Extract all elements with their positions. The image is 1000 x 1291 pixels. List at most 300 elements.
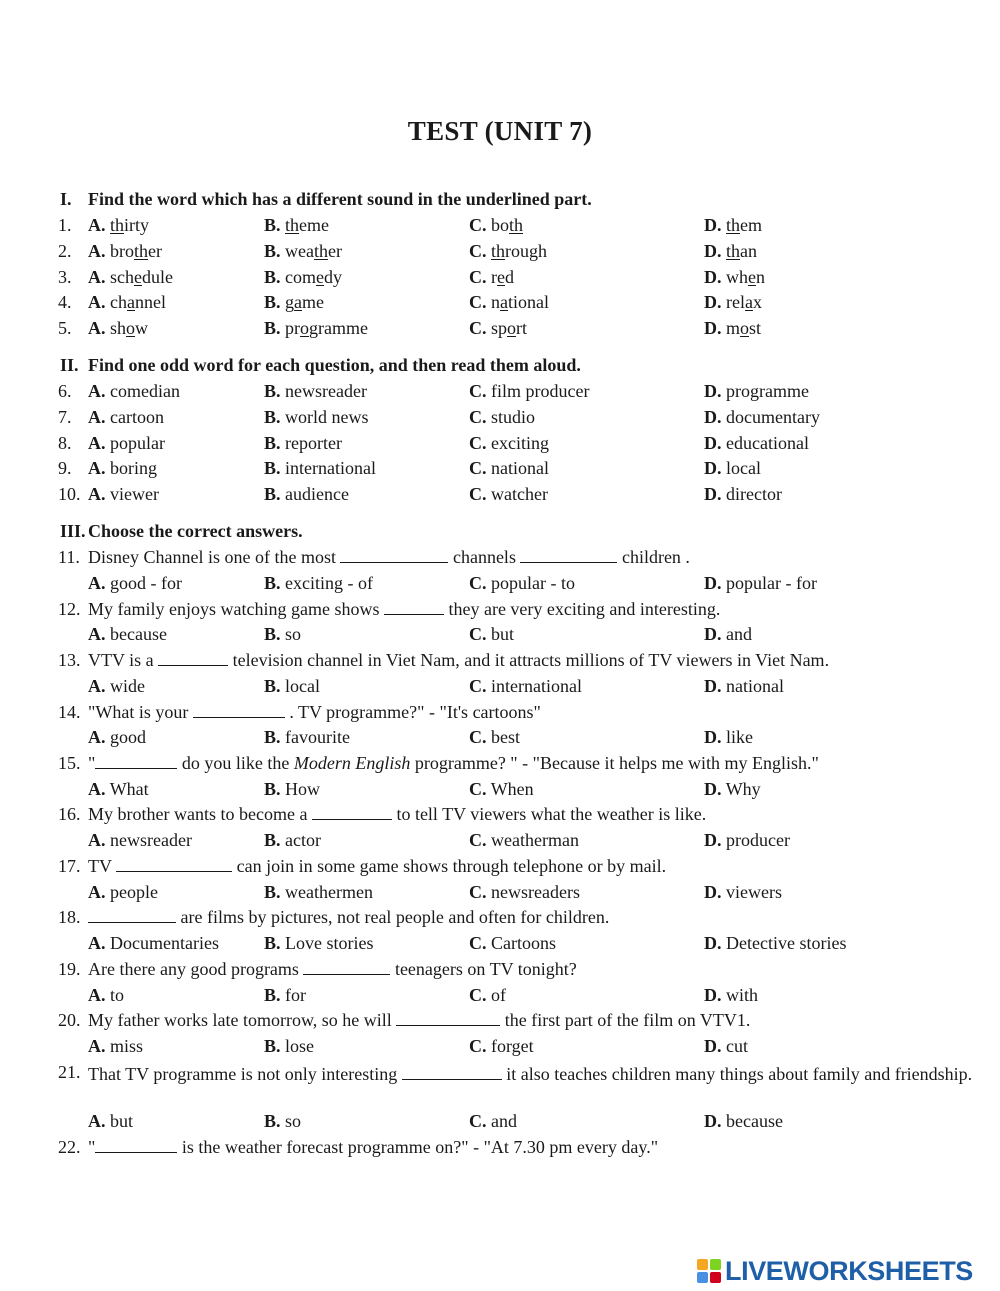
option-b[interactable] <box>264 879 373 905</box>
question-stem <box>88 699 541 725</box>
word-part: sch <box>110 267 134 287</box>
option-text: good <box>110 727 146 747</box>
option-b[interactable] <box>264 1108 301 1134</box>
option-d[interactable] <box>704 879 782 905</box>
option-letter: B. <box>264 882 281 902</box>
option-c[interactable] <box>469 930 556 956</box>
option-letter: B. <box>264 727 281 747</box>
option-letter: D. <box>704 985 722 1005</box>
option-a[interactable] <box>88 238 162 264</box>
option-d[interactable] <box>704 481 782 507</box>
stem-text: can join in some game shows through telephone or by mail. <box>232 856 667 876</box>
word-part: tional <box>508 292 549 312</box>
option-a[interactable] <box>88 1033 143 1059</box>
question-row <box>0 544 1000 570</box>
option-letter: B. <box>264 1036 281 1056</box>
option-c[interactable] <box>469 776 534 802</box>
answer-blank[interactable] <box>402 1061 502 1080</box>
option-letter: A. <box>88 381 106 401</box>
option-b[interactable] <box>264 724 350 750</box>
option-text: wide <box>110 676 145 696</box>
stem-text: teenagers on TV tonight? <box>390 959 577 979</box>
answer-blank[interactable] <box>396 1007 500 1026</box>
stem-text: That TV programme is not only interesting <box>88 1064 402 1084</box>
word-part: bo <box>491 215 509 235</box>
option-letter: B. <box>264 830 281 850</box>
answer-blank[interactable] <box>88 904 176 923</box>
option-letter: A. <box>88 1036 106 1056</box>
section-heading <box>0 352 1000 378</box>
option-letter: A. <box>88 882 106 902</box>
question-row <box>0 801 1000 827</box>
option-letter: C. <box>469 215 487 235</box>
option-b[interactable] <box>264 570 373 596</box>
option-text: local <box>726 458 761 478</box>
option-letter: B. <box>264 573 281 593</box>
logo-tile <box>697 1259 708 1270</box>
option-text: What <box>109 779 149 799</box>
option-d[interactable] <box>704 264 765 290</box>
option-letter: D. <box>704 624 722 644</box>
option-b[interactable] <box>264 776 320 802</box>
option-b[interactable] <box>264 315 368 341</box>
option-a[interactable] <box>88 404 164 430</box>
stem-text: "What is your <box>88 702 193 722</box>
word-part: com <box>285 267 317 287</box>
option-text: international <box>285 458 376 478</box>
option-c[interactable] <box>469 621 514 647</box>
options-row <box>0 315 1000 341</box>
question-number: 12. <box>58 599 81 619</box>
options-row <box>0 481 1000 507</box>
underlined-part: th <box>726 215 741 235</box>
option-d[interactable] <box>704 1033 748 1059</box>
logo-tile <box>710 1259 721 1270</box>
option-b[interactable] <box>264 930 374 956</box>
option-letter: A. <box>88 318 106 338</box>
answer-blank[interactable] <box>95 750 177 769</box>
option-text: cut <box>726 1036 748 1056</box>
option-letter: D. <box>704 1111 722 1131</box>
option-text: viewers <box>726 882 782 902</box>
stem-text: are films by pictures, not real people and often for children. <box>176 907 610 927</box>
option-a[interactable] <box>88 827 192 853</box>
option-text: newsreaders <box>491 882 580 902</box>
option-letter: D. <box>704 433 722 453</box>
option-c[interactable] <box>469 238 547 264</box>
word-part: pr <box>285 318 301 338</box>
option-text: of <box>491 985 506 1005</box>
stem-text: children . <box>617 547 690 567</box>
word-part: m <box>726 318 741 338</box>
option-text: international <box>491 676 582 696</box>
word-part: dy <box>324 267 343 287</box>
underlined-part: th <box>285 215 300 235</box>
answer-blank[interactable] <box>312 801 392 820</box>
section-number: I. <box>60 189 72 209</box>
option-text: documentary <box>726 407 820 427</box>
options-row <box>0 289 1000 315</box>
option-a[interactable] <box>88 264 173 290</box>
option-d[interactable] <box>704 289 762 315</box>
stem-text: programme? " - "Because it helps me with my English." <box>410 753 819 773</box>
word-part: rt <box>516 318 528 338</box>
answer-blank[interactable] <box>95 1134 177 1153</box>
stem-text: is the weather forecast programme on?" - "At 7.30 pm every day." <box>177 1137 659 1157</box>
underlined-part: th <box>134 241 149 261</box>
option-letter: C. <box>469 267 487 287</box>
option-letter: C. <box>469 241 487 261</box>
option-letter: A. <box>88 292 106 312</box>
option-d[interactable] <box>704 315 761 341</box>
option-letter: A. <box>88 624 106 644</box>
option-letter: C. <box>469 292 487 312</box>
underlined-part: a <box>744 292 753 312</box>
question-row <box>0 647 1000 673</box>
option-text: and <box>491 1111 517 1131</box>
option-a[interactable] <box>88 378 180 404</box>
question-number: 20. <box>58 1010 81 1030</box>
option-d[interactable] <box>704 724 753 750</box>
option-b[interactable] <box>264 673 320 699</box>
question-number: 15. <box>58 753 81 773</box>
question-row <box>0 904 1000 930</box>
option-letter: A. <box>88 1111 106 1131</box>
underlined-part: o <box>507 318 517 338</box>
option-a[interactable] <box>88 315 148 341</box>
answer-blank[interactable] <box>193 699 285 718</box>
answer-blank[interactable] <box>116 853 232 872</box>
stem-text: My father works late tomorrow, so he will <box>88 1010 397 1030</box>
option-text: local <box>285 676 320 696</box>
option-b[interactable] <box>264 404 369 430</box>
option-letter: C. <box>469 484 487 504</box>
option-letter: A. <box>88 830 106 850</box>
option-c[interactable] <box>469 212 523 238</box>
option-letter: B. <box>264 241 281 261</box>
option-b[interactable] <box>264 264 342 290</box>
underlined-part: e <box>748 267 756 287</box>
option-text: best <box>491 727 520 747</box>
option-letter: A. <box>88 573 106 593</box>
question-row <box>0 956 1000 982</box>
question-number: 13. <box>58 650 81 670</box>
word-part: em <box>740 215 763 235</box>
option-text: forget <box>491 1036 534 1056</box>
option-text: favourite <box>285 727 350 747</box>
option-d[interactable] <box>704 430 809 456</box>
option-b[interactable] <box>264 212 329 238</box>
question-stem <box>88 1134 658 1160</box>
option-text: reporter <box>285 433 342 453</box>
option-a[interactable] <box>88 455 157 481</box>
option-text: weathermen <box>285 882 373 902</box>
option-letter: A. <box>88 241 106 261</box>
option-text: Why <box>725 779 761 799</box>
option-text: programme <box>726 381 809 401</box>
option-c[interactable] <box>469 1033 534 1059</box>
option-a[interactable] <box>88 430 165 456</box>
option-text: Cartoons <box>491 933 556 953</box>
word-part: er <box>148 241 162 261</box>
option-b[interactable] <box>264 430 342 456</box>
word-part: rough <box>505 241 548 261</box>
option-text: exciting - of <box>285 573 373 593</box>
word-part: d <box>505 267 514 287</box>
option-a[interactable] <box>88 724 146 750</box>
option-text: lose <box>285 1036 315 1056</box>
option-c[interactable] <box>469 315 527 341</box>
logo-tile <box>697 1272 708 1283</box>
option-d[interactable] <box>704 673 784 699</box>
options-row <box>0 455 1000 481</box>
question-number: 19. <box>58 959 81 979</box>
options-row <box>0 673 1000 699</box>
option-c[interactable] <box>469 481 548 507</box>
options-row <box>0 621 1000 647</box>
option-d[interactable] <box>704 827 790 853</box>
option-text: because <box>110 624 167 644</box>
question-number: 4. <box>58 292 72 312</box>
option-d[interactable] <box>704 930 846 956</box>
option-text: national <box>726 676 784 696</box>
option-letter: D. <box>704 292 722 312</box>
question-row <box>0 853 1000 879</box>
option-d[interactable] <box>704 570 817 596</box>
option-d[interactable] <box>704 621 752 647</box>
option-text: weatherman <box>491 830 579 850</box>
option-letter: C. <box>469 381 487 401</box>
option-letter: C. <box>469 1036 487 1056</box>
option-text: Detective stories <box>726 933 847 953</box>
option-a[interactable] <box>88 673 145 699</box>
stem-italic-text: Modern English <box>293 753 411 773</box>
option-text: miss <box>110 1036 144 1056</box>
question-number: 7. <box>58 407 72 427</box>
option-b[interactable] <box>264 621 301 647</box>
option-letter: D. <box>704 484 722 504</box>
option-text: studio <box>491 407 536 427</box>
question-number: 16. <box>58 804 81 824</box>
options-row <box>0 776 1000 802</box>
option-letter: C. <box>469 318 487 338</box>
option-letter: B. <box>264 484 281 504</box>
option-c[interactable] <box>469 1108 517 1134</box>
stem-text: the first part of the film on VTV1. <box>500 1010 751 1030</box>
stem-text: to tell TV viewers what the weather is like. <box>391 804 707 824</box>
option-d[interactable] <box>704 378 809 404</box>
options-row <box>0 827 1000 853</box>
underlined-part: e <box>134 267 142 287</box>
option-a[interactable] <box>88 982 124 1008</box>
options-row <box>0 879 1000 905</box>
underlined-part: th <box>314 241 329 261</box>
option-letter: D. <box>704 215 722 235</box>
option-letter: C. <box>469 727 487 747</box>
option-letter: B. <box>264 1111 281 1131</box>
option-text: comedian <box>110 381 180 401</box>
option-letter: D. <box>704 458 722 478</box>
question-stem <box>88 596 720 622</box>
word-part: x <box>752 292 762 312</box>
options-row <box>0 404 1000 430</box>
option-text: audience <box>285 484 349 504</box>
question-number: 21. <box>58 1062 81 1082</box>
word-part: sp <box>491 318 508 338</box>
option-letter: A. <box>88 484 106 504</box>
section-number: III. <box>60 521 86 541</box>
option-a[interactable] <box>88 481 159 507</box>
option-letter: A. <box>88 407 106 427</box>
option-c[interactable] <box>469 879 580 905</box>
option-c[interactable] <box>469 430 549 456</box>
word-part: er <box>328 241 342 261</box>
options-row <box>0 238 1000 264</box>
option-letter: D. <box>704 933 722 953</box>
question-number: 17. <box>58 856 81 876</box>
option-c[interactable] <box>469 264 514 290</box>
option-a[interactable] <box>88 930 219 956</box>
option-a[interactable] <box>88 212 149 238</box>
word-part: rel <box>726 292 745 312</box>
option-d[interactable] <box>704 212 762 238</box>
stem-text: Are there any good programs <box>88 959 304 979</box>
question-row <box>0 750 1000 776</box>
underlined-part: th <box>110 215 125 235</box>
option-d[interactable] <box>704 982 758 1008</box>
option-letter: A. <box>88 458 106 478</box>
word-part: st <box>749 318 762 338</box>
option-letter: C. <box>469 407 487 427</box>
answer-blank[interactable] <box>340 544 448 563</box>
word-part: irty <box>124 215 150 235</box>
option-c[interactable] <box>469 827 579 853</box>
option-a[interactable] <box>88 289 166 315</box>
option-text: newsreader <box>285 381 367 401</box>
option-d[interactable] <box>704 455 761 481</box>
option-text: viewer <box>110 484 159 504</box>
option-letter: D. <box>704 241 722 261</box>
question-number: 5. <box>58 318 72 338</box>
question-number: 14. <box>58 702 81 722</box>
answer-blank[interactable] <box>520 544 617 563</box>
option-text: watcher <box>491 484 548 504</box>
underlined-part: a <box>294 292 303 312</box>
word-part: w <box>135 318 149 338</box>
question-number: 11. <box>58 547 80 567</box>
option-c[interactable] <box>469 404 535 430</box>
options-row <box>0 378 1000 404</box>
option-text: popular <box>110 433 165 453</box>
option-d[interactable] <box>704 1108 783 1134</box>
option-c[interactable] <box>469 570 575 596</box>
answer-blank[interactable] <box>384 596 444 615</box>
option-b[interactable] <box>264 455 376 481</box>
underlined-part: o <box>126 318 136 338</box>
question-row <box>0 1059 1000 1109</box>
underlined-part: a <box>127 292 135 312</box>
question-stem <box>88 1007 750 1033</box>
question-row <box>0 596 1000 622</box>
option-text: popular - for <box>726 573 817 593</box>
options-row <box>0 930 1000 956</box>
answer-blank[interactable] <box>303 956 390 975</box>
option-c[interactable] <box>469 724 520 750</box>
option-d[interactable] <box>704 238 757 264</box>
question-row <box>0 1134 1000 1160</box>
word-part: nnel <box>135 292 166 312</box>
word-part: r <box>491 267 497 287</box>
option-letter: B. <box>264 381 281 401</box>
option-a[interactable] <box>88 879 158 905</box>
options-row <box>0 264 1000 290</box>
option-b[interactable] <box>264 481 349 507</box>
option-letter: D. <box>704 882 722 902</box>
option-text: national <box>491 458 549 478</box>
option-a[interactable] <box>88 570 182 596</box>
option-a[interactable] <box>88 1108 133 1134</box>
option-b[interactable] <box>264 1033 314 1059</box>
stem-text: " <box>88 1137 96 1157</box>
question-number: 6. <box>58 381 72 401</box>
option-letter: A. <box>88 985 106 1005</box>
option-b[interactable] <box>264 378 367 404</box>
option-letter: D. <box>704 676 722 696</box>
option-a[interactable] <box>88 776 149 802</box>
option-b[interactable] <box>264 827 321 853</box>
option-letter: C. <box>469 573 487 593</box>
option-letter: A. <box>88 933 106 953</box>
option-letter: C. <box>469 624 487 644</box>
stem-text: My brother wants to become a <box>88 804 312 824</box>
word-part: eme <box>299 215 330 235</box>
option-letter: D. <box>704 573 722 593</box>
options-row <box>0 570 1000 596</box>
option-c[interactable] <box>469 673 582 699</box>
option-b[interactable] <box>264 289 324 315</box>
option-c[interactable] <box>469 289 549 315</box>
option-b[interactable] <box>264 982 306 1008</box>
option-text: people <box>110 882 158 902</box>
word-part: an <box>740 241 758 261</box>
question-number: 22. <box>58 1137 81 1157</box>
word-part: sh <box>110 318 127 338</box>
option-c[interactable] <box>469 455 549 481</box>
option-letter: B. <box>264 458 281 478</box>
stem-text: do you like the <box>177 753 294 773</box>
stem-text: they are very exciting and interesting. <box>443 599 721 619</box>
option-d[interactable] <box>704 776 761 802</box>
option-text: like <box>726 727 753 747</box>
option-letter: D. <box>704 830 722 850</box>
option-b[interactable] <box>264 238 342 264</box>
section-heading <box>0 186 1000 212</box>
option-c[interactable] <box>469 982 506 1008</box>
question-stem <box>88 904 609 930</box>
option-letter: B. <box>264 433 281 453</box>
logo-tiles-icon <box>697 1259 721 1283</box>
question-row <box>0 1007 1000 1033</box>
option-a[interactable] <box>88 621 167 647</box>
option-letter: B. <box>264 267 281 287</box>
underlined-part: o <box>740 318 750 338</box>
answer-blank[interactable] <box>158 647 228 666</box>
question-number: 2. <box>58 241 72 261</box>
option-d[interactable] <box>704 404 820 430</box>
option-text: because <box>726 1111 783 1131</box>
option-text: with <box>726 985 759 1005</box>
option-c[interactable] <box>469 378 589 404</box>
